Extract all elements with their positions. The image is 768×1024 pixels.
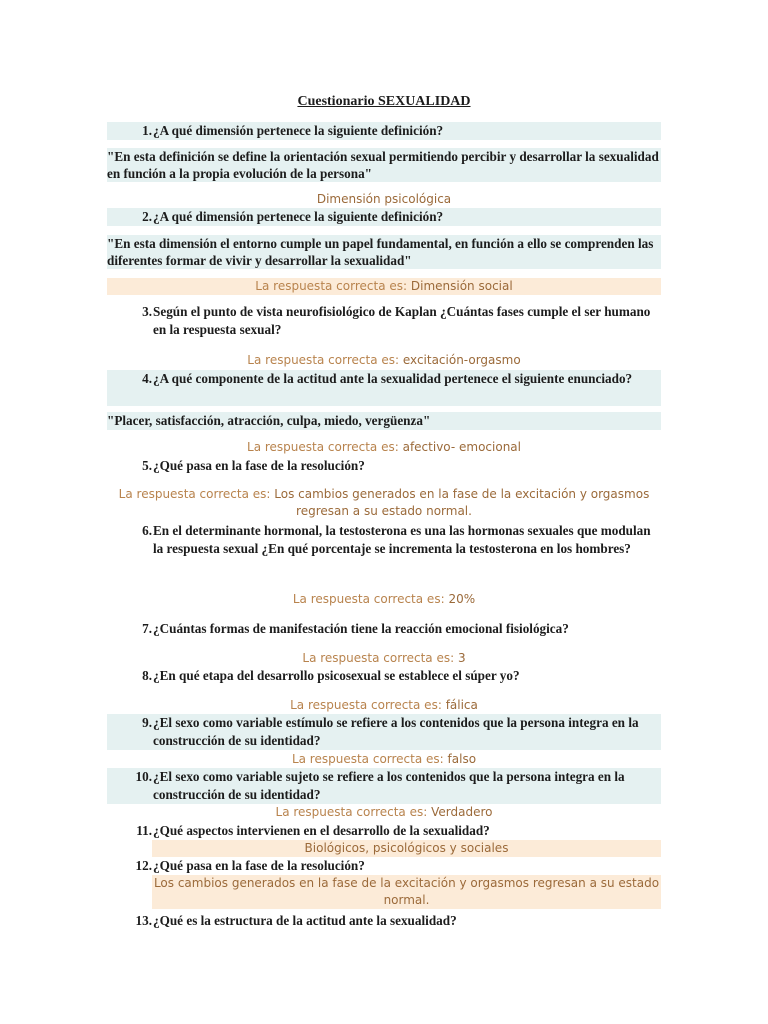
question-text: ¿A qué dimensión pertenece la siguiente definición? bbox=[153, 209, 444, 224]
question-text: ¿Qué aspectos intervienen en el desarrollo de la sexualidad? bbox=[153, 823, 490, 838]
question-number: 4. bbox=[142, 371, 152, 386]
question-1-quote: "En esta definición se define la orientación sexual permitiendo percibir y desarrollar la sexualidad en función a la propia evolución de la persona" bbox=[107, 148, 661, 182]
answer-10 bbox=[107, 804, 661, 821]
answer-value: 3 bbox=[454, 651, 466, 665]
answer-9 bbox=[107, 751, 661, 768]
answer-prefix: La respuesta correcta es: bbox=[292, 592, 445, 606]
answer-4 bbox=[107, 439, 661, 456]
question-13 bbox=[107, 912, 661, 930]
answer-value: falso bbox=[443, 752, 477, 766]
answer-value: 20% bbox=[444, 592, 476, 606]
answer-7 bbox=[107, 650, 661, 667]
question-12 bbox=[107, 857, 661, 875]
question-text: ¿Cuántas formas de manifestación tiene la reacción emocional fisiológica? bbox=[153, 621, 569, 636]
document-title: Cuestionario SEXUALIDAD bbox=[297, 94, 471, 109]
answer-prefix: La respuesta correcta es: bbox=[118, 487, 271, 501]
answer-value: excitación-orgasmo bbox=[399, 353, 521, 367]
question-number: 5. bbox=[142, 458, 152, 473]
question-number: 3. bbox=[142, 304, 152, 319]
answer-3 bbox=[107, 352, 661, 369]
question-number: 6. bbox=[142, 523, 152, 538]
question-6 bbox=[107, 522, 661, 576]
answer-value: fálica bbox=[441, 698, 478, 712]
question-number: 7. bbox=[142, 621, 152, 636]
question-number: 2. bbox=[142, 209, 152, 224]
answer-1: Dimensión psicológica bbox=[316, 192, 452, 206]
answer-2 bbox=[107, 278, 661, 295]
question-5 bbox=[107, 457, 661, 475]
question-number: 9. bbox=[142, 715, 152, 730]
answer-5 bbox=[110, 486, 658, 520]
answer-prefix: La respuesta correcta es: bbox=[302, 651, 455, 665]
answer-6 bbox=[107, 591, 661, 608]
question-2-quote: "En esta dimensión el entorno cumple un papel fundamental, en función a ello se comprenden las diferentes formar de vivir y desarrollar la sexualidad" bbox=[107, 235, 661, 269]
answer-12: Los cambios generados en la fase de la excitación y orgasmos regresan a su estado normal. bbox=[153, 876, 660, 907]
question-text: ¿Qué pasa en la fase de la resolución? bbox=[153, 858, 365, 873]
question-text: Según el punto de vista neurofisiológico de Kaplan ¿Cuántas fases cumple el ser humano en la respuesta sexual? bbox=[153, 304, 651, 337]
question-1 bbox=[107, 122, 661, 140]
answer-prefix: La respuesta correcta es: bbox=[275, 805, 428, 819]
answer-prefix: La respuesta correcta es: bbox=[291, 752, 444, 766]
question-text: ¿Qué pasa en la fase de la resolución? bbox=[153, 458, 365, 473]
question-text: ¿Qué es la estructura de la actitud ante la sexualidad? bbox=[153, 913, 457, 928]
question-text: En el determinante hormonal, la testosterona es una las hormonas sexuales que modulan la respuesta sexual ¿En qué porcentaje se incrementa la testosterona en los hombres? bbox=[153, 523, 651, 556]
answer-prefix: La respuesta correcta es: bbox=[290, 698, 442, 712]
question-7 bbox=[107, 620, 661, 638]
answer-prefix: La respuesta correcta es: bbox=[247, 353, 400, 367]
question-number: 11. bbox=[136, 823, 152, 838]
answer-prefix: La respuesta correcta es: bbox=[247, 440, 399, 454]
question-number: 12. bbox=[135, 858, 152, 873]
question-text: ¿A qué dimensión pertenece la siguiente definición? bbox=[153, 123, 444, 138]
question-text: ¿El sexo como variable sujeto se refiere a los contenidos que la persona integra en la construcción de su identidad? bbox=[153, 769, 625, 802]
answer-value: Los cambios generados en la fase de la excitación y orgasmos regresan a su estado normal. bbox=[270, 487, 650, 518]
answer-11: Biológicos, psicológicos y sociales bbox=[152, 840, 661, 857]
question-number: 1. bbox=[142, 123, 152, 138]
question-3 bbox=[107, 303, 661, 339]
answer-value: Verdadero bbox=[427, 805, 493, 819]
answer-8 bbox=[107, 697, 661, 714]
question-8 bbox=[107, 667, 661, 685]
question-4-quote: "Placer, satisfacción, atracción, culpa, miedo, vergüenza" bbox=[107, 412, 661, 430]
question-number: 13. bbox=[135, 913, 152, 928]
answer-prefix: La respuesta correcta es: bbox=[255, 279, 408, 293]
question-text: ¿A qué componente de la actitud ante la sexualidad pertenece el siguiente enunciado? bbox=[153, 371, 633, 386]
question-11 bbox=[107, 822, 661, 840]
answer-value: afectivo- emocional bbox=[398, 440, 521, 454]
answer-value: Dimensión social bbox=[407, 279, 513, 293]
question-number: 8. bbox=[142, 668, 152, 683]
question-text: ¿En qué etapa del desarrollo psicosexual se establece el súper yo? bbox=[153, 668, 520, 683]
question-2 bbox=[107, 208, 661, 226]
question-text: ¿El sexo como variable estímulo se refiere a los contenidos que la persona integra en la construcción de su identidad? bbox=[153, 715, 639, 748]
question-4 bbox=[107, 370, 661, 406]
question-9 bbox=[107, 714, 661, 750]
question-number: 10. bbox=[135, 769, 152, 784]
question-10 bbox=[107, 768, 661, 804]
